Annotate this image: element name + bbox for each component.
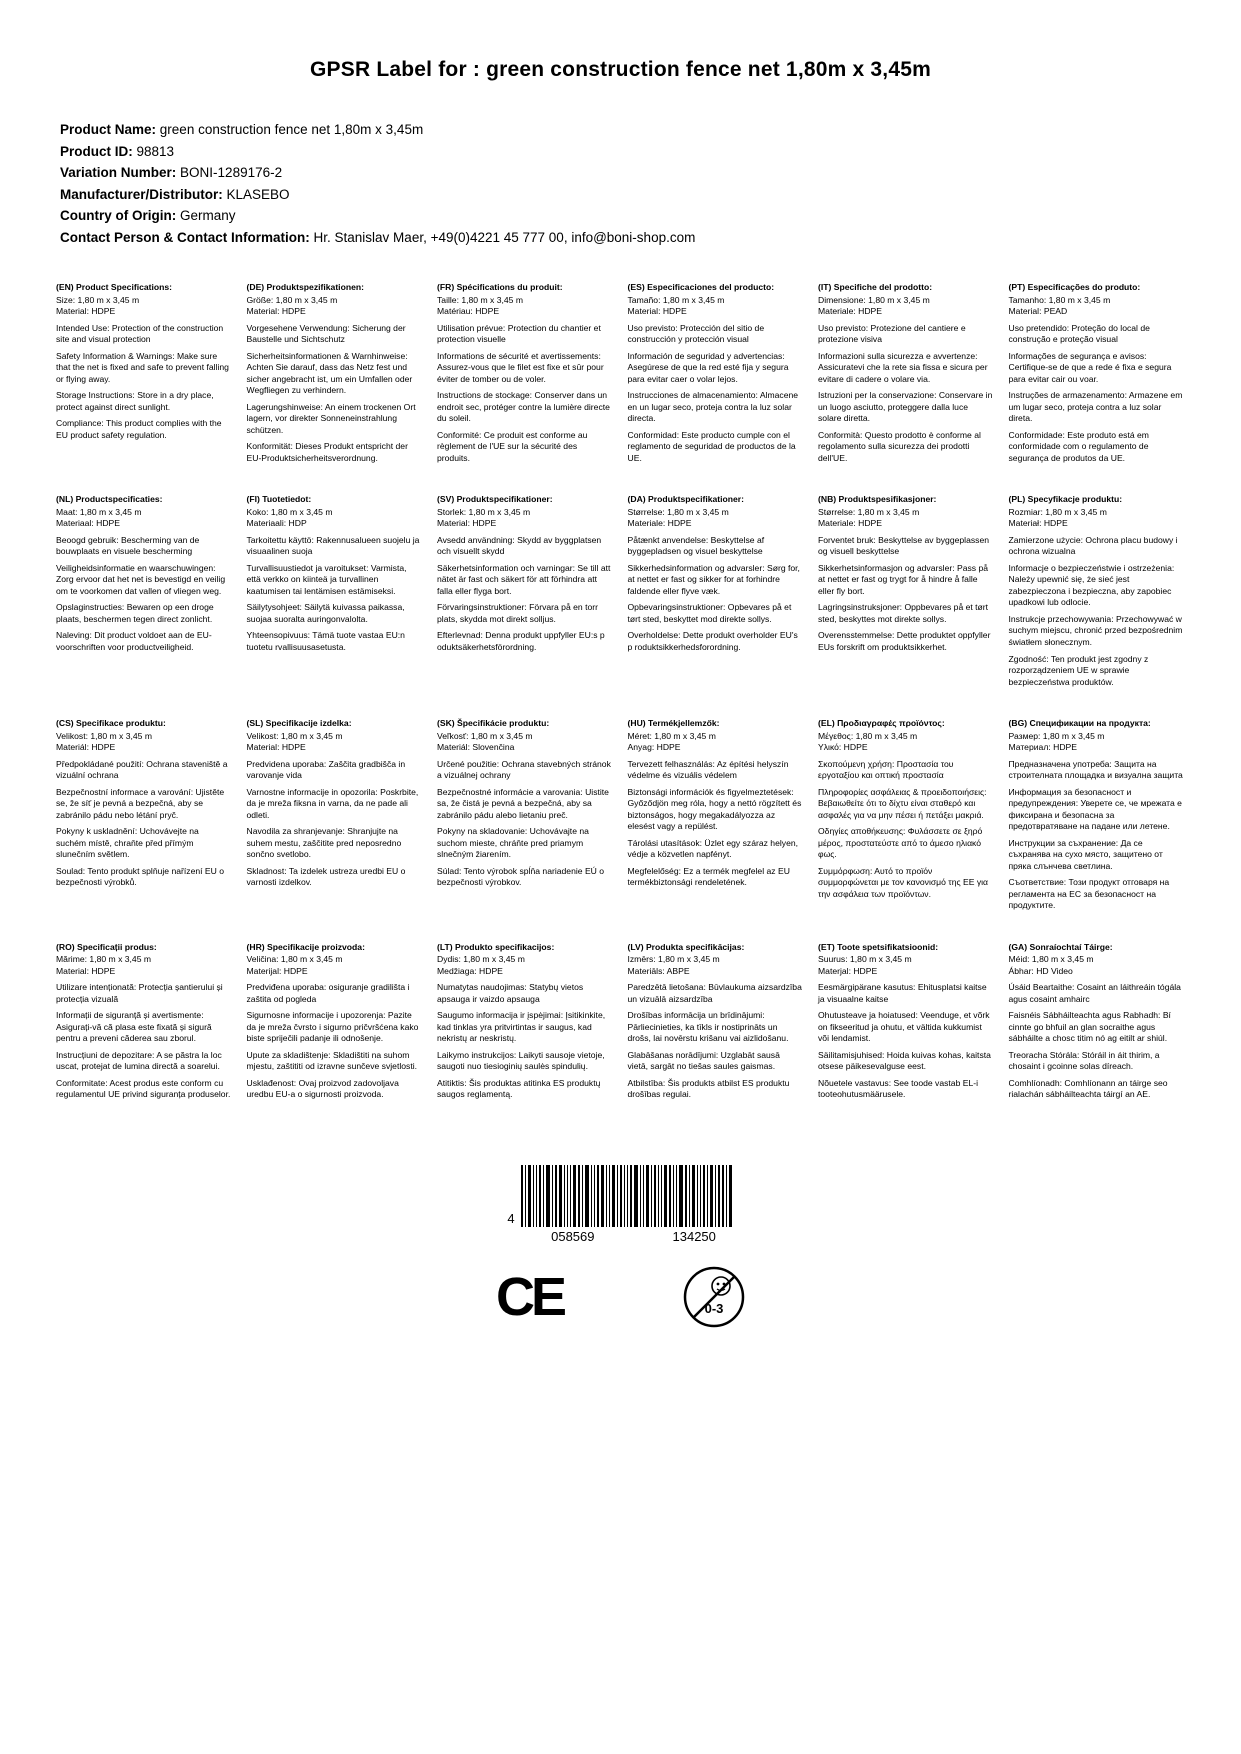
spec-compliance: Conformité: Ce produit est conforme au règlement de l'UE sur la sécurité des produits.: [437, 429, 588, 463]
spec-safety: Bezpečnostné informácie a varovania: Uistite sa, že čistá je pevná a bezpečná, aby sa zabránilo pádu alebo lietaniu preč.: [437, 786, 609, 820]
spec-safety: Sicherheitsinformationen & Warnhinweise: Achten Sie darauf, dass das Netz fest und sicher angebracht ist, um ein Umfallen oder Wegfliegen zu verhindern.: [246, 350, 413, 396]
spec-material: Materiaal: HDPE: [56, 518, 120, 529]
lang-block-heading: (PL) Specyfikacje produktu:: [1008, 494, 1123, 505]
spec-safety: Πληροφορίες ασφάλειας & προειδοποιήσεις: Βεβαιωθείτε ότι το δίχτυ είναι σταθερό και ασφαλές για να μην πέσει ή πετάξει μακριά.: [818, 786, 987, 820]
spec-material: Materijal: HDPE: [246, 965, 308, 976]
spec-intended-use: Předpokládané použití: Ochrana staveniště a vizuální ochrana: [56, 758, 228, 781]
spec-safety: Drošības informācija un brīdinājumi: Pārliecinieties, ka tīkls ir nostiprināts un drošs, lai novērstu krišanu vai aizlidošanu.: [627, 1010, 789, 1044]
meta-row-product-name: [60, 120, 1185, 141]
spec-size: Tamanho: 1,80 m x 3,45 m: [1008, 294, 1111, 305]
lang-block-nl: [56, 494, 233, 718]
lang-block-da: [628, 494, 805, 718]
meta-value: BONI-1289176-2: [180, 165, 283, 181]
spec-storage: Οδηγίες αποθήκευσης: Φυλάσσετε σε ξηρό μέρος, προστατεύστε από το άμεσο ηλιακό φως.: [818, 826, 983, 860]
meta-value: KLASEBO: [226, 186, 290, 202]
spec-safety: Sigurnosne informacije i upozorenja: Pazite da je mreža čvrsto i sigurno pričvršćena kako biste spriječili padanje ili odnošenje.: [246, 1010, 419, 1044]
meta-row-product-id: [60, 142, 1185, 163]
spec-intended-use: Predvidena uporaba: Zaščita gradbišča in varovanje vida: [246, 758, 406, 781]
spec-compliance: Megfelelőség: Ez a termék megfelel az EU termékbiztonsági rendeletének.: [627, 865, 790, 888]
meta-value: Germany: [180, 208, 236, 224]
spec-safety: Turvallisuustiedot ja varoitukset: Varmista, että verkko on kiinteä ja turvallinen kaatumisen tai lentämisen estämiseksi.: [246, 562, 407, 596]
spec-storage: Instrukcje przechowywania: Przechowywać w suchym miejscu, chronić przed bezpośrednim światłem słonecznym.: [1008, 613, 1183, 647]
spec-compliance: Overensstemmelse: Dette produktet oppfyller EUs forskrift om produktsikkerhet.: [818, 630, 991, 652]
spec-storage: Lagringsinstruksjoner: Oppbevares på et tørt sted, beskyttes mot direkte sollys.: [818, 602, 989, 624]
lang-block-lt: [437, 942, 614, 1131]
barcode-left-group: 058569: [551, 1228, 595, 1244]
spec-safety: Varnostne informacije in opozorila: Poskrbite, da je mreža fiksna in varna, da ne pade ali odleti.: [246, 786, 419, 820]
spec-size: Mărime: 1,80 m x 3,45 m: [56, 954, 152, 965]
product-meta: [60, 120, 1185, 248]
meta-label: Variation Number:: [60, 165, 177, 181]
spec-storage: Opbevaringsinstruktioner: Opbevares på et tørt sted, beskyttet mod direkte sollys.: [627, 602, 792, 624]
spec-material: Ábhar: HD Video: [1008, 965, 1073, 976]
lang-block-cs: [56, 718, 233, 942]
spec-intended-use: Vorgesehene Verwendung: Sicherung der Baustelle und Sichtschutz: [246, 322, 406, 345]
spec-compliance: Съответствие: Този продукт отговаря на регламента на ЕС за безопасност на продуктите.: [1008, 877, 1170, 911]
lang-block-sk: [437, 718, 614, 942]
spec-storage: Laikymo instrukcijos: Laikyti sausoje vietoje, saugoti nuo tiesioginių saulės spindulių.: [437, 1049, 605, 1072]
lang-block-sv: [437, 494, 614, 718]
spec-compliance: Naleving: Dit product voldoet aan de EU-voorschriften voor productveiligheid.: [56, 630, 212, 652]
spec-material: Material: HDPE: [246, 742, 306, 753]
spec-intended-use: Uso previsto: Protezione del cantiere e protezione visiva: [818, 322, 966, 345]
spec-intended-use: Tervezett felhasználás: Az építési helyszín védelme és vizuális védelem: [627, 758, 789, 781]
spec-compliance: Nõuetele vastavus: See toode vastab EL-i tooteohutusmäärusele.: [818, 1077, 979, 1100]
meta-label: Country of Origin:: [60, 208, 177, 224]
spec-storage: Glabāšanas norādījumi: Uzglabāt sausā vietā, sargāt no tiešas saules gaismas.: [627, 1049, 780, 1072]
lang-block-heading: (HR) Specifikacije proizvoda:: [246, 941, 365, 952]
spec-intended-use: Utilizare intenționată: Protecția șantierului și protecția vizuală: [56, 982, 223, 1004]
spec-material: Material: PEAD: [1008, 306, 1068, 317]
spec-intended-use: Uso previsto: Protección del sitio de construcción y protección visual: [627, 322, 765, 345]
spec-material: Material: HDPE: [246, 306, 306, 317]
lang-block-heading: (BG) Спецификации на продукта:: [1008, 718, 1151, 729]
lang-block-heading: (EN) Product Specifications:: [56, 282, 173, 293]
spec-storage: Säilytysohjeet: Säilytä kuivassa paikassa, suojaa suoralta auringonvalolta.: [246, 602, 405, 624]
meta-row-contact: [60, 228, 1185, 249]
spec-compliance: Compliance: This product complies with the EU product safety regulation.: [56, 418, 222, 440]
spec-intended-use: Forventet bruk: Beskyttelse av byggeplassen og visuell beskyttelse: [818, 534, 990, 557]
spec-compliance: Συμμόρφωση: Αυτό το προϊόν συμμορφώνεται με τον κανονισμό της ΕΕ για την ασφάλεια των προϊόντων.: [818, 865, 989, 899]
lang-block-it: [818, 282, 995, 494]
spec-safety: Säkerhetsinformation och varningar: Se till att nätet är fast och säkert för att förhindra att falla eller flyga bort.: [437, 562, 611, 596]
spec-safety: Informations de sécurité et avertissements: Assurez-vous que le filet est fixe et sûr pour éviter de tomber ou de voler.: [437, 350, 604, 384]
lang-block-pt: [1009, 282, 1186, 494]
spec-size: Veličina: 1,80 m x 3,45 m: [246, 954, 343, 965]
lang-block-heading: (FI) Tuotetiedot:: [246, 494, 312, 505]
spec-size: Méret: 1,80 m x 3,45 m: [627, 730, 716, 741]
spec-storage: Инструкции за съхранение: Да се съхранява на сухо място, защитено от пряка слънчева светлина.: [1008, 837, 1163, 871]
spec-safety: Informações de segurança e avisos: Certifique-se de que a rede é fixa e segura para evitar cair ou voar.: [1008, 350, 1172, 384]
spec-storage: Pokyny na skladovanie: Uchovávajte na suchom mieste, chráňte pred priamym slnečným žiarením.: [437, 826, 589, 860]
meta-value: green construction fence net 1,80m x 3,45m: [159, 122, 424, 137]
spec-intended-use: Tarkoitettu käyttö: Rakennusalueen suojelu ja visuaalinen suoja: [246, 534, 420, 557]
spec-storage: Instrucciones de almacenamiento: Almacene en un lugar seco, proteja contra la luz solar directa.: [627, 390, 799, 424]
lang-block-heading: (FR) Spécifications du produit:: [437, 282, 563, 293]
spec-storage: Instruções de armazenamento: Armazene em um lugar seco, proteja contra a luz solar direta.: [1008, 390, 1183, 424]
spec-compliance: Atbilstība: Šis produkts atbilst ES produktu drošības regulai.: [627, 1077, 790, 1100]
spec-size: Dimensione: 1,80 m x 3,45 m: [818, 294, 930, 305]
spec-intended-use: Paredzētā lietošana: Būvlaukuma aizsardzība un vizuālā aizsardzība: [627, 982, 802, 1004]
lang-block-et: [818, 942, 995, 1131]
spec-size: Dydis: 1,80 m x 3,45 m: [437, 954, 525, 965]
spec-safety: Información de seguridad y advertencias: Asegúrese de que la red esté fija y segura para evitar caer o volar lejos.: [627, 350, 789, 384]
lang-block-pl: [1009, 494, 1186, 718]
lang-block-nb: [818, 494, 995, 718]
spec-safety: Informazioni sulla sicurezza e avvertenze: Assicuratevi che la rete sia fissa e sicura per evitare di cadere o volare via.: [818, 350, 988, 384]
spec-storage: Säilitamisjuhised: Hoida kuivas kohas, kaitsta otsese päikesevalguse eest.: [818, 1049, 991, 1072]
spec-safety: Sikkerhetsinformasjon og advarsler: Pass på at nettet er fast og trygt for å hindre å falle eller fly bort.: [818, 562, 989, 596]
lang-block-el: [818, 718, 995, 942]
meta-label: Manufacturer/Distributor:: [60, 186, 223, 202]
spec-safety: Informacje o bezpieczeństwie i ostrzeżenia: Należy upewnić się, że sieć jest zabezpieczona i bezpieczna, aby zapobiec upadkowi lub odlocie.: [1008, 562, 1175, 608]
spec-material: Materiāls: ABPE: [627, 965, 690, 976]
meta-row-country-of-origin: [60, 206, 1185, 227]
spec-compliance: Overholdelse: Dette produkt overholder EU's p roduktsikkerhedsforordning.: [627, 630, 798, 652]
spec-storage: Navodila za shranjevanje: Shranjujte na suhem mestu, zaščitite pred neposredno sončno svetlobo.: [246, 826, 402, 860]
spec-compliance: Skladnost: Ta izdelek ustreza uredbi EU o varnosti izdelkov.: [246, 865, 406, 888]
lang-block-heading: (NL) Productspecificaties:: [56, 494, 163, 505]
age-warning-label: 0-3: [704, 1300, 724, 1316]
barcode-numbers: [525, 1229, 716, 1244]
spec-size: Tamaño: 1,80 m x 3,45 m: [627, 294, 725, 305]
lang-block-heading: (LV) Produkta specifikācijas:: [627, 941, 745, 952]
spec-intended-use: Beoogd gebruik: Bescherming van de bouwplaats en visuele bescherming: [56, 534, 200, 557]
spec-material: Material: HDPE: [437, 518, 497, 529]
spec-compliance: Conformidad: Este producto cumple con el reglamento de seguridad de productos de la UE.: [627, 429, 796, 463]
lang-block-heading: (GA) Sonraíochtaí Táirge:: [1008, 941, 1113, 952]
meta-value: 98813: [136, 143, 175, 159]
spec-size: Storlek: 1,80 m x 3,45 m: [437, 506, 531, 517]
lang-block-heading: (SK) Špecifikácie produktu:: [437, 718, 550, 729]
spec-intended-use: Påtænkt anvendelse: Beskyttelse af byggepladsen og visuel beskyttelse: [627, 534, 765, 557]
spec-storage: Tárolási utasítások: Üzlet egy száraz helyen, védje a közvetlen napfényt.: [627, 837, 799, 860]
spec-safety: Veiligheidsinformatie en waarschuwingen: Zorg ervoor dat het net is bevestigd en veilig om te voorkomen dat vallen of vliegen weg.: [56, 562, 226, 596]
spec-material: Materiál: Slovenčina: [437, 742, 515, 753]
meta-label: Product ID:: [60, 143, 133, 159]
spec-size: Размер: 1,80 m x 3,45 m: [1008, 730, 1105, 741]
lang-block-fr: [437, 282, 614, 494]
spec-storage: Storage Instructions: Store in a dry place, protect against direct sunlight.: [56, 390, 214, 412]
lang-block-hr: [247, 942, 424, 1131]
language-blocks-grid: [56, 282, 1185, 1131]
spec-intended-use: Uso pretendido: Proteção do local de construção e proteção visual: [1008, 322, 1150, 345]
spec-size: Størrelse: 1,80 m x 3,45 m: [818, 506, 920, 517]
spec-size: Taille: 1,80 m x 3,45 m: [437, 294, 523, 305]
spec-safety: Safety Information & Warnings: Make sure that the net is fixed and safe to prevent falling or flying away.: [56, 350, 229, 384]
lang-block-es: [628, 282, 805, 494]
lang-block-heading: (EL) Προδιαγραφές προϊόντος:: [818, 718, 945, 729]
lang-block-heading: (RO) Specificații produs:: [56, 941, 157, 952]
spec-intended-use: Zamierzone użycie: Ochrona placu budowy i ochrona wizualna: [1008, 534, 1178, 557]
spec-size: Μέγεθος: 1,80 m x 3,45 m: [818, 730, 918, 741]
lang-block-heading: (NB) Produktspesifikasjoner:: [818, 494, 937, 505]
spec-material: Materiál: HDPE: [56, 742, 116, 753]
barcode-right-group: 134250: [672, 1228, 716, 1244]
spec-intended-use: Предназначена употреба: Защита на строителната площадка и визуална защита: [1008, 758, 1183, 781]
spec-compliance: Atitiktis: Šis produktas atitinka ES produktų saugos reglamentą.: [437, 1077, 601, 1100]
spec-intended-use: Úsáid Beartaithe: Cosaint an láithreáin tógála agus cosaint amhairc: [1008, 982, 1181, 1004]
spec-safety: Saugumo informacija ir įspėjimai: Įsitikinkite, kad tinklas yra pritvirtintas ir saugus, kad nekristų ar neskristų.: [437, 1010, 606, 1044]
lang-block-hu: [628, 718, 805, 942]
lang-block-heading: (DA) Produktspecifikationer:: [627, 494, 745, 505]
barcode-lead-digit: 4: [507, 1210, 515, 1226]
spec-compliance: Efterlevnad: Denna produkt uppfyller EU:s p oduktsäkerhetsförordning.: [437, 630, 605, 652]
spec-size: Size: 1,80 m x 3,45 m: [56, 294, 140, 305]
lang-block-lv: [628, 942, 805, 1131]
meta-row-variation-number: [60, 163, 1185, 184]
spec-material: Materiaali: HDP: [246, 518, 307, 529]
spec-material: Anyag: HDPE: [627, 742, 681, 753]
spec-storage: Treoracha Stórála: Stóráil in áit thirim, a chosaint i gcoinne solas díreach.: [1008, 1049, 1160, 1072]
lang-block-heading: (SL) Specifikacije izdelka:: [246, 718, 352, 729]
spec-compliance: Comhlíonadh: Comhlíonann an táirge seo rialachán sábháilteachta táirgí an AE.: [1008, 1077, 1168, 1100]
spec-safety: Ohutusteave ja hoiatused: Veenduge, et võrk on fikseeritud ja ohutu, et vältida kukkumist või lendamist.: [818, 1010, 990, 1044]
spec-storage: Instructions de stockage: Conserver dans un endroit sec, protéger contre la lumière directe du soleil.: [437, 390, 610, 424]
age-warning-icon: [683, 1266, 745, 1328]
spec-size: Velikost: 1,80 m x 3,45 m: [246, 730, 343, 741]
lang-block-ga: [1009, 942, 1186, 1131]
spec-compliance: Súlad: Tento výrobok spĺňa nariadenie EÚ o bezpečnosti výrobkov.: [437, 865, 605, 888]
spec-material: Material: HDPE: [56, 965, 116, 976]
meta-value: Hr. Stanislav Maer, +49(0)4221 45 777 00, info@boni-shop.com: [313, 229, 696, 245]
spec-material: Material: HDPE: [627, 306, 687, 317]
lang-block-sl: [247, 718, 424, 942]
spec-storage: Pokyny k uskladnění: Uchovávejte na suchém místě, chraňte před přímým slunečním světlem.: [56, 826, 199, 860]
spec-material: Matériau: HDPE: [437, 306, 500, 317]
spec-material: Materiale: HDPE: [818, 518, 882, 529]
spec-material: Материал: HDPE: [1008, 742, 1077, 753]
spec-safety: Sikkerhedsinformation og advarsler: Sørg for, at nettet er fast og sikker for at forhindre faldende eller flyve væk.: [627, 562, 800, 596]
lang-block-heading: (IT) Specifiche del prodotto:: [818, 282, 933, 293]
spec-intended-use: Eesmärgipärane kasutus: Ehitusplatsi kaitse ja visuaalne kaitse: [818, 982, 987, 1004]
lang-block-fi: [247, 494, 424, 718]
spec-compliance: Soulad: Tento produkt splňuje nařízení EU o bezpečnosti výrobků.: [56, 865, 225, 888]
lang-block-heading: (CS) Specifikace produktu:: [56, 718, 166, 729]
spec-safety: Bezpečnostní informace a varování: Ujistěte se, že síť je pevná a bezpečná, aby se zabránilo pádu nebo létání pryč.: [56, 786, 225, 820]
meta-label: Contact Person & Contact Information:: [60, 229, 310, 245]
spec-intended-use: Σκοπούμενη χρήση: Προστασία του εργοταξίου και οπτική προστασία: [818, 758, 954, 781]
spec-compliance: Usklađenost: Ovaj proizvod zadovoljava uredbu EU-a o sigurnosti proizvoda.: [246, 1077, 399, 1100]
lang-block-bg: [1009, 718, 1186, 942]
spec-material: Materiał: HDPE: [1008, 518, 1068, 529]
spec-storage: Opslaginstructies: Bewaren op een droge plaats, beschermen tegen direct zonlicht.: [56, 602, 214, 624]
spec-size: Suurus: 1,80 m x 3,45 m: [818, 954, 912, 965]
spec-safety: Informații de siguranță și avertismente: Asigurați-vă că plasa este fixată și sigură pentru a preveni căderea sau zborul.: [56, 1010, 212, 1044]
page-title: GPSR Label for : green construction fence net 1,80m x 3,45m: [310, 58, 931, 81]
spec-intended-use: Utilisation prévue: Protection du chantier et protection visuelle: [437, 322, 601, 345]
spec-safety: Biztonsági információk és figyelmeztetések: Győződjön meg róla, hogy a nettó rögzített és biztonságos, hogy megakadályozza az elesést vagy a repülést.: [627, 786, 802, 832]
spec-material: Materjal: HDPE: [818, 965, 878, 976]
spec-material: Material: HDPE: [56, 306, 116, 317]
spec-storage: Lagerungshinweise: An einem trockenen Ort lagern, vor direkter Sonneneinstrahlung schützen.: [246, 401, 416, 435]
lang-block-de: [247, 282, 424, 494]
ce-mark-icon: CE: [495, 1266, 563, 1327]
spec-storage: Instrucțiuni de depozitare: A se păstra la loc uscat, protejat de lumina directă a soarelui.: [56, 1049, 222, 1072]
spec-compliance: Konformität: Dieses Produkt entspricht der EU-Produktsicherheitsverordnung.: [246, 441, 408, 463]
lang-block-heading: (DE) Produktspezifikationen:: [246, 282, 364, 293]
spec-storage: Förvaringsinstruktioner: Förvara på en torr plats, skydda mot direkt solljus.: [437, 602, 598, 624]
barcode-bars: [521, 1165, 734, 1227]
spec-compliance: Conformitate: Acest produs este conform cu regulamentul UE privind siguranța produselor.: [56, 1077, 231, 1100]
spec-size: Rozmiar: 1,80 m x 3,45 m: [1008, 506, 1107, 517]
lang-block-heading: (ES) Especificaciones del producto:: [627, 282, 775, 293]
spec-intended-use: Predviđena uporaba: osiguranje gradilišta i zaštita od pogleda: [246, 982, 410, 1004]
spec-intended-use: Určené použitie: Ochrana stavebných stránok a vizuálnej ochrany: [437, 758, 611, 781]
meta-row-manufacturer: [60, 185, 1185, 206]
spec-safety: Информация за безопасност и предупреждения: Уверете се, че мрежата е фиксирана и безопасна за предотвратяване на падане или летене.: [1008, 786, 1182, 832]
spec-size: Größe: 1,80 m x 3,45 m: [246, 294, 338, 305]
spec-size: Størrelse: 1,80 m x 3,45 m: [627, 506, 729, 517]
lang-block-heading: (HU) Termékjellemzők:: [627, 718, 720, 729]
spec-compliance: Conformidade: Este produto está em conformidade com o regulamento de segurança de produtos da UE.: [1008, 429, 1149, 463]
spec-safety: Faisnéis Sábháilteachta agus Rabhadh: Bí cinnte go bhfuil an glan socraithe agus sábháilte a chosc titim nó ag eitilt ar shiúl.: [1008, 1010, 1171, 1044]
lang-block-heading: (PT) Especificações do produto:: [1008, 282, 1141, 293]
spec-intended-use: Numatytas naudojimas: Statybų vietos apsauga ir vaizdo apsauga: [437, 982, 584, 1004]
spec-storage: Upute za skladištenje: Skladištiti na suhom mjestu, zaštititi od izravne sunčeve svjetlosti.: [246, 1049, 418, 1072]
lang-block-heading: (LT) Produkto specifikacijos:: [437, 941, 555, 952]
spec-size: Velikost: 1,80 m x 3,45 m: [56, 730, 153, 741]
spec-intended-use: Intended Use: Protection of the construction site and visual protection: [56, 322, 224, 345]
spec-storage: Istruzioni per la conservazione: Conservare in un luogo asciutto, proteggere dalla luce solare diretta.: [818, 390, 993, 424]
spec-intended-use: Avsedd användning: Skydd av byggplatsen och visuellt skydd: [437, 534, 602, 557]
spec-size: Veľkosť: 1,80 m x 3,45 m: [437, 730, 533, 741]
lang-block-heading: (SV) Produktspecifikationer:: [437, 494, 553, 505]
lang-block-heading: (ET) Toote spetsifikatsioonid:: [818, 941, 939, 952]
spec-material: Materiale: HDPE: [818, 306, 882, 317]
spec-compliance: Conformità: Questo prodotto è conforme al regolamento sulla sicurezza dei prodotti dell'UE.: [818, 429, 981, 463]
spec-size: Maat: 1,80 m x 3,45 m: [56, 506, 142, 517]
barcode-area: [56, 1165, 1185, 1328]
spec-compliance: Zgodność: Ten produkt jest zgodny z rozporządzeniem UE w sprawie bezpieczeństwa produktów.: [1008, 653, 1149, 687]
spec-material: Materiale: HDPE: [627, 518, 692, 529]
compliance-marks: [496, 1266, 745, 1328]
spec-material: Medžiaga: HDPE: [437, 965, 503, 976]
spec-compliance: Yhteensopivuus: Tämä tuote vastaa EU:n tuotetu rvallisuusasetusta.: [246, 630, 405, 652]
spec-size: Izmērs: 1,80 m x 3,45 m: [627, 954, 720, 965]
barcode: [507, 1165, 733, 1227]
lang-block-en: [56, 282, 233, 494]
spec-size: Méid: 1,80 m x 3,45 m: [1008, 954, 1094, 965]
meta-label: Product Name:: [60, 122, 157, 137]
lang-block-ro: [56, 942, 233, 1131]
spec-size: Koko: 1,80 m x 3,45 m: [246, 506, 333, 517]
spec-material: Υλικό: HDPE: [818, 742, 868, 753]
